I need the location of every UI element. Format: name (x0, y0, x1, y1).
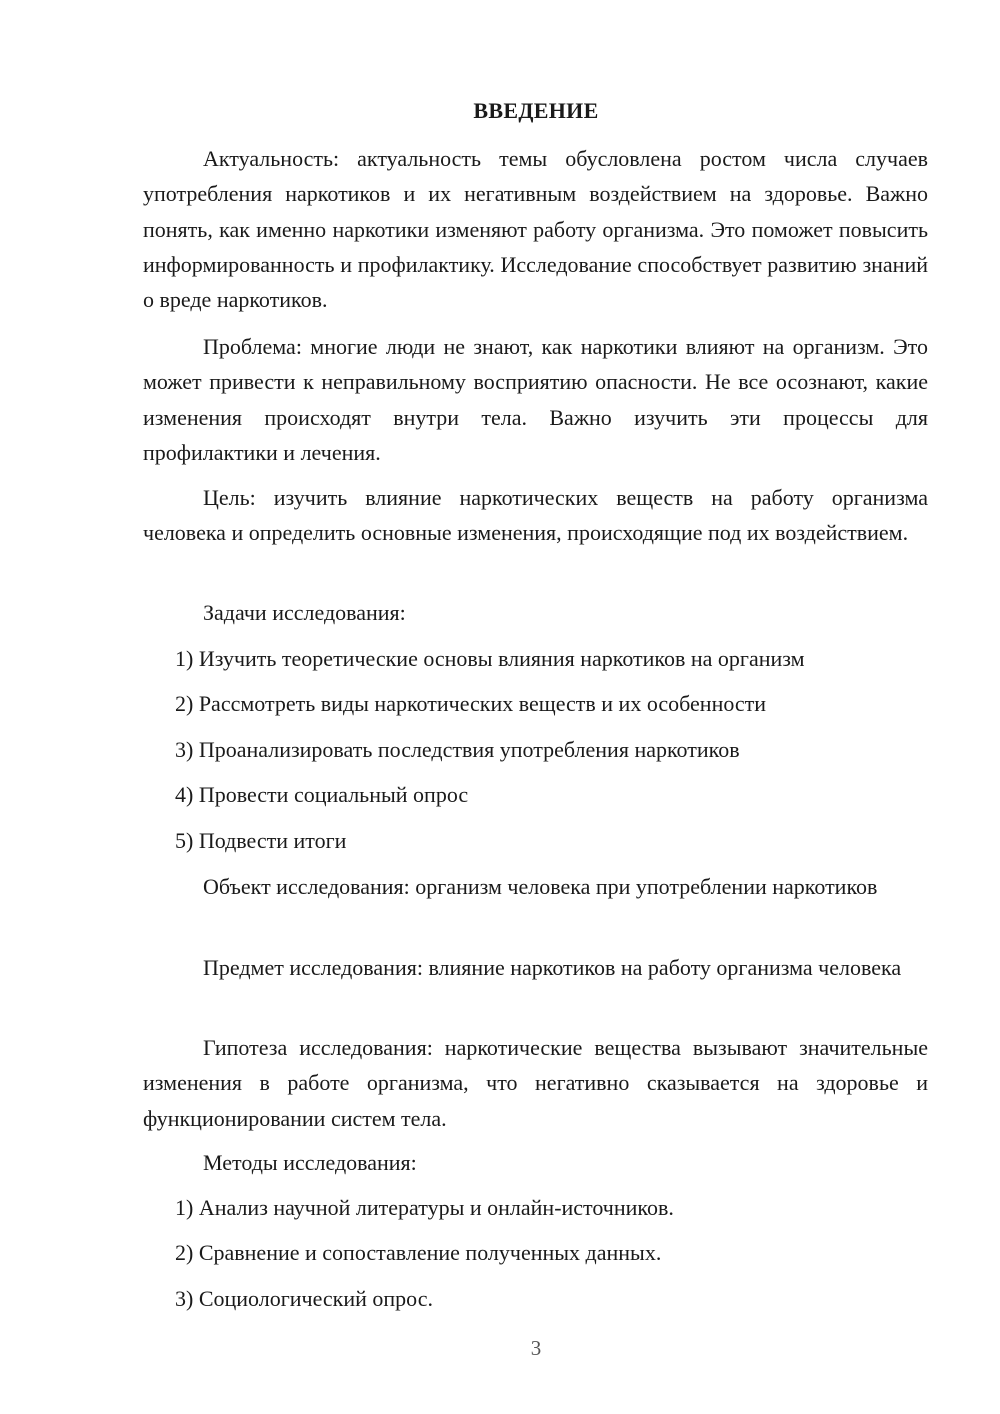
list-item: 4) Провести социальный опрос (175, 782, 469, 807)
subject-paragraph: Предмет исследования: влияние наркотиков на работу организма человека (203, 955, 902, 980)
list-item: 5) Подвести итоги (175, 828, 347, 853)
list-item: 1) Изучить теоретические основы влияния наркотиков на организм (175, 646, 805, 671)
list-item: 3) Проанализировать последствия употребления наркотиков (175, 737, 740, 762)
page-title: ВВЕДЕНИЕ (473, 98, 599, 123)
problem-paragraph: Проблема: многие люди не знают, как наркотики влияют на организм. Это может привести к неправильному восприятию опасности. Не все осознают, какие изменения происходят внутри тела. Важно изучить эти процессы для профилактики и лечения. (143, 334, 928, 465)
list-item: 1) Анализ научной литературы и онлайн-источников. (175, 1195, 674, 1220)
page-number: 3 (530, 1336, 542, 1360)
list-item: 2) Рассмотреть виды наркотических веществ и их особенности (175, 691, 767, 716)
object-paragraph: Объект исследования: организм человека при употреблении наркотиков (203, 874, 878, 899)
list-item: 2) Сравнение и сопоставление полученных данных. (175, 1240, 662, 1265)
tasks-title: Задачи исследования: (203, 600, 406, 625)
relevance-paragraph: Актуальность: актуальность темы обусловлена ростом числа случаев употребления наркотиков и их негативным воздействием на здоровье. Важно понять, как именно наркотики изменяют работу организма. Это поможет повысить информированность и профилактику. Исследование способствует развитию знаний о вреде наркотиков. (143, 146, 928, 313)
methods-title: Методы исследования: (203, 1150, 417, 1175)
hypothesis-paragraph: Гипотеза исследования: наркотические вещества вызывают значительные изменения в работе организма, что негативно сказывается на здоровье и функционировании систем тела. (143, 1035, 928, 1131)
goal-paragraph: Цель: изучить влияние наркотических веществ на работу организма человека и определить основные изменения, происходящие под их воздействием. (143, 485, 928, 546)
list-item: 3) Социологический опрос. (175, 1286, 433, 1311)
